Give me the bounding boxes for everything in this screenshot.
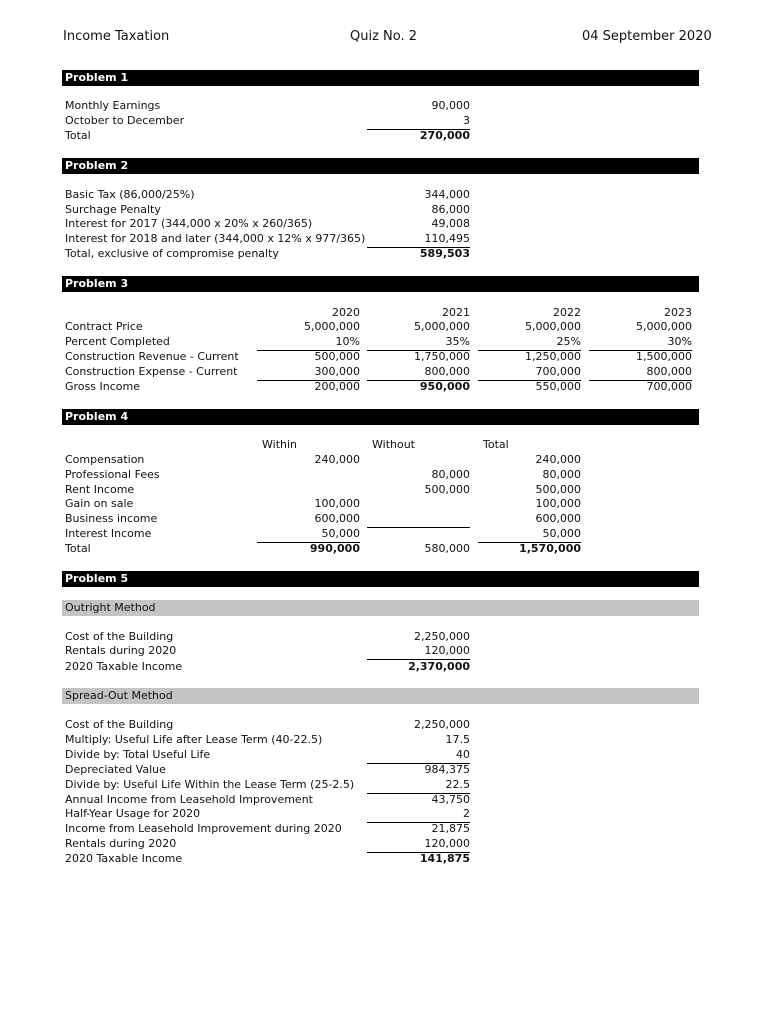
without-value: 500,000 [424, 483, 470, 496]
row-label: Professional Fees [65, 468, 160, 481]
row-label: Basic Tax (86,000/25%) [65, 188, 195, 201]
row-value: 700,000 [478, 365, 581, 381]
row-value: 1,500,000 [636, 350, 692, 363]
column-header-within: Within [262, 438, 298, 451]
row-value: 700,000 [646, 380, 692, 393]
row-value: 110,495 [367, 232, 470, 248]
row-total-value: 589,503 [419, 247, 470, 260]
within-value: 100,000 [314, 497, 360, 510]
row-value: 5,000,000 [414, 320, 470, 333]
row-label: Business income [65, 512, 158, 525]
column-header-without: Without [372, 438, 415, 451]
problem-2-heading: Problem 2 [62, 158, 699, 174]
year-header: 2021 [442, 306, 470, 319]
problem-3-heading: Problem 3 [62, 276, 699, 292]
row-value: 1,750,000 [414, 350, 470, 363]
row-label: Interest Income [65, 527, 152, 540]
spread-out-method-heading: Spread-Out Method [62, 688, 699, 704]
row-label: Monthly Earnings [65, 99, 161, 112]
row-value: 500,000 [314, 350, 360, 363]
row-value: 22.5 [367, 778, 470, 794]
row-label: Surchage Penalty [65, 203, 161, 216]
without-value: 80,000 [431, 468, 470, 481]
total-value: 600,000 [535, 512, 581, 525]
row-value: 300,000 [257, 365, 360, 381]
row-label: Compensation [65, 453, 145, 466]
row-value: 17.5 [445, 733, 470, 746]
document-date: 04 September 2020 [582, 29, 712, 44]
row-value: 3 [367, 114, 470, 130]
total-value: 100,000 [535, 497, 581, 510]
row-label: Rentals during 2020 [65, 837, 177, 850]
row-value: 49,008 [431, 217, 470, 230]
row-label: Divide by: Useful Life Within the Lease Term (25-2.5) [65, 778, 355, 791]
row-label: Depreciated Value [65, 763, 166, 776]
row-value: 800,000 [589, 365, 692, 381]
row-label: Percent Completed [65, 335, 170, 348]
year-header: 2020 [332, 306, 360, 319]
row-label: 2020 Taxable Income [65, 852, 183, 865]
problem-1-heading: Problem 1 [62, 70, 699, 86]
row-label: Multiply: Useful Life after Lease Term (40-22.5) [65, 733, 323, 746]
within-total: 990,000 [309, 542, 360, 555]
without-total: 580,000 [424, 542, 470, 555]
row-value: 90,000 [431, 99, 470, 112]
year-header: 2023 [664, 306, 692, 319]
within-value: 240,000 [314, 453, 360, 466]
row-value: 120,000 [367, 837, 470, 853]
row-label: October to December [65, 114, 185, 127]
row-label: Total [65, 129, 91, 142]
row-value: 35% [367, 335, 470, 351]
row-value: 800,000 [367, 365, 470, 381]
problem-5-heading: Problem 5 [62, 571, 699, 587]
row-total-value: 2,370,000 [408, 660, 470, 673]
row-value: 2,250,000 [414, 630, 470, 643]
row-label: Gain on sale [65, 497, 134, 510]
row-label: Contract Price [65, 320, 143, 333]
problem-4-heading: Problem 4 [62, 409, 699, 425]
quiz-number: Quiz No. 2 [350, 29, 418, 44]
row-value: 950,000 [419, 380, 470, 393]
row-label: Construction Expense - Current [65, 365, 238, 378]
document-title: Income Taxation [63, 29, 170, 44]
row-value: 5,000,000 [525, 320, 581, 333]
row-value: 2 [367, 807, 470, 823]
row-label: Annual Income from Leasehold Improvement [65, 793, 313, 806]
within-value: 50,000 [257, 527, 360, 543]
without-value [367, 527, 470, 528]
row-label: Cost of the Building [65, 630, 174, 643]
column-header-total: Total [483, 438, 509, 451]
row-value: 21,875 [431, 822, 470, 835]
row-label: 2020 Taxable Income [65, 660, 183, 673]
row-value: 86,000 [431, 203, 470, 216]
grand-total: 1,570,000 [519, 542, 581, 555]
row-value: 2,250,000 [414, 718, 470, 731]
row-value: 200,000 [314, 380, 360, 393]
outright-method-heading: Outright Method [62, 600, 699, 616]
row-value: 344,000 [424, 188, 470, 201]
row-label: Income from Leasehold Improvement during 2020 [65, 822, 342, 835]
within-value: 600,000 [314, 512, 360, 525]
row-value: 120,000 [367, 644, 470, 660]
row-label: Total, exclusive of compromise penalty [65, 247, 279, 260]
row-value: 40 [367, 748, 470, 764]
row-label: Interest for 2017 (344,000 x 20% x 260/365) [65, 217, 313, 230]
row-label: Construction Revenue - Current [65, 350, 239, 363]
row-value: 1,250,000 [525, 350, 581, 363]
row-label: Rentals during 2020 [65, 644, 177, 657]
row-label: Cost of the Building [65, 718, 174, 731]
total-value: 500,000 [535, 483, 581, 496]
row-total-value: 270,000 [419, 129, 470, 142]
row-label: Total [65, 542, 91, 555]
row-label: Divide by: Total Useful Life [65, 748, 211, 761]
row-value: 550,000 [535, 380, 581, 393]
row-value: 984,375 [424, 763, 470, 776]
row-total-value: 141,875 [419, 852, 470, 865]
total-value: 50,000 [478, 527, 581, 543]
row-value: 25% [478, 335, 581, 351]
row-value: 5,000,000 [304, 320, 360, 333]
total-value: 80,000 [542, 468, 581, 481]
year-header: 2022 [553, 306, 581, 319]
total-value: 240,000 [535, 453, 581, 466]
row-value: 5,000,000 [636, 320, 692, 333]
row-value: 30% [589, 335, 692, 351]
row-value: 43,750 [431, 793, 470, 806]
row-label: Rent Income [65, 483, 135, 496]
row-label: Gross Income [65, 380, 140, 393]
row-label: Interest for 2018 and later (344,000 x 12% x 977/365) [65, 232, 366, 245]
row-value: 10% [257, 335, 360, 351]
row-label: Half-Year Usage for 2020 [65, 807, 201, 820]
